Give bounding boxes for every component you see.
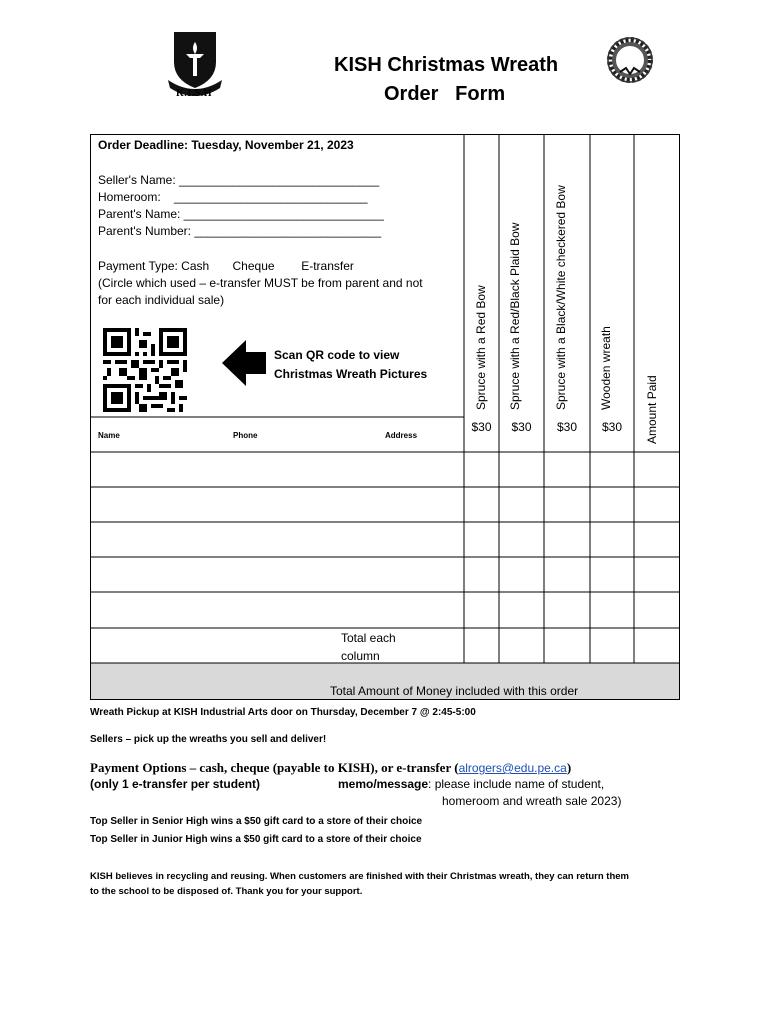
total-each-label-cont: column [341, 649, 380, 663]
payment-options-line [90, 760, 571, 776]
payment-note-cont: for each individual sale) [98, 293, 225, 307]
parents-name-field[interactable]: Parent's Name: ______________________________ [98, 207, 384, 221]
school-label: K.I.S.H [176, 88, 213, 99]
column-header-wooden-wreath: Wooden wreath [599, 326, 613, 410]
memo-label: memo/message [338, 777, 429, 791]
payment-note: (Circle which used – e-transfer MUST be from parent and not [98, 276, 423, 290]
homeroom-field[interactable]: Homeroom: _____________________________ [98, 190, 368, 204]
column-header-address: Address [385, 431, 418, 440]
qr-caption-cont: Christmas Wreath Pictures [274, 367, 428, 381]
qr-caption: Scan QR code to view [274, 348, 400, 362]
payment-options-text: Payment Options – cash, cheque (payable to KISH), or e-transfer ( [90, 760, 459, 775]
sellers-note: Sellers – pick up the wreaths you sell and deliver! [90, 734, 327, 745]
parents-number-field[interactable]: Parent's Number: ____________________________ [98, 224, 382, 238]
memo-line [338, 777, 604, 791]
price-wooden-wreath: $30 [601, 420, 623, 434]
one-etransfer-note: (only 1 e-transfer per student) [90, 777, 261, 791]
column-header-name: Name [98, 431, 120, 440]
form-subtitle: Order Form [384, 83, 506, 105]
memo-text: : please include name of student, [428, 777, 605, 791]
total-each-label: Total each [341, 631, 396, 645]
price-spruce-checkered-bow: $30 [556, 420, 578, 434]
email-link[interactable]: alrogers@edu.pe.ca [458, 761, 567, 775]
price-spruce-plaid-bow: $30 [511, 420, 532, 434]
column-header-spruce-checkered-bow: Spruce with a Black/White checkered Bow [554, 185, 568, 410]
column-header-spruce-plaid-bow: Spruce with a Red/Black Plaid Bow [508, 222, 522, 410]
order-deadline: Order Deadline: Tuesday, November 21, 2023 [98, 138, 354, 152]
column-header-phone: Phone [233, 431, 258, 440]
recycle-note: KISH believes in recycling and reusing. When customers are finished with their Christmas wreath, they can return them [90, 871, 629, 882]
arrow-left-icon [222, 338, 268, 388]
memo-text-cont: homeroom and wreath sale 2023) [442, 794, 622, 808]
wreath-icon [606, 36, 654, 84]
top-seller-senior: Top Seller in Senior High wins a $50 gift card to a store of their choice [90, 816, 423, 827]
total-money-label: Total Amount of Money included with this order [330, 684, 579, 698]
payment-options-close: ) [566, 760, 572, 775]
qr-code-icon[interactable] [103, 327, 187, 413]
payment-type[interactable]: Payment Type: Cash Cheque E-transfer [98, 259, 354, 273]
price-spruce-red-bow: $30 [471, 420, 492, 434]
recycle-note-cont: to the school to be disposed of. Thank you for your support. [90, 886, 363, 897]
form-title: KISH Christmas Wreath [334, 54, 559, 76]
column-header-amount-paid: Amount Paid [645, 375, 659, 444]
sellers-name-field[interactable]: Seller's Name: ______________________________ [98, 173, 380, 187]
top-seller-junior: Top Seller in Junior High wins a $50 gift card to a store of their choice [90, 834, 422, 845]
pickup-note: Wreath Pickup at KISH Industrial Arts door on Thursday, December 7 @ 2:45-5:00 [90, 707, 476, 718]
column-header-spruce-red-bow: Spruce with a Red Bow [474, 285, 488, 410]
